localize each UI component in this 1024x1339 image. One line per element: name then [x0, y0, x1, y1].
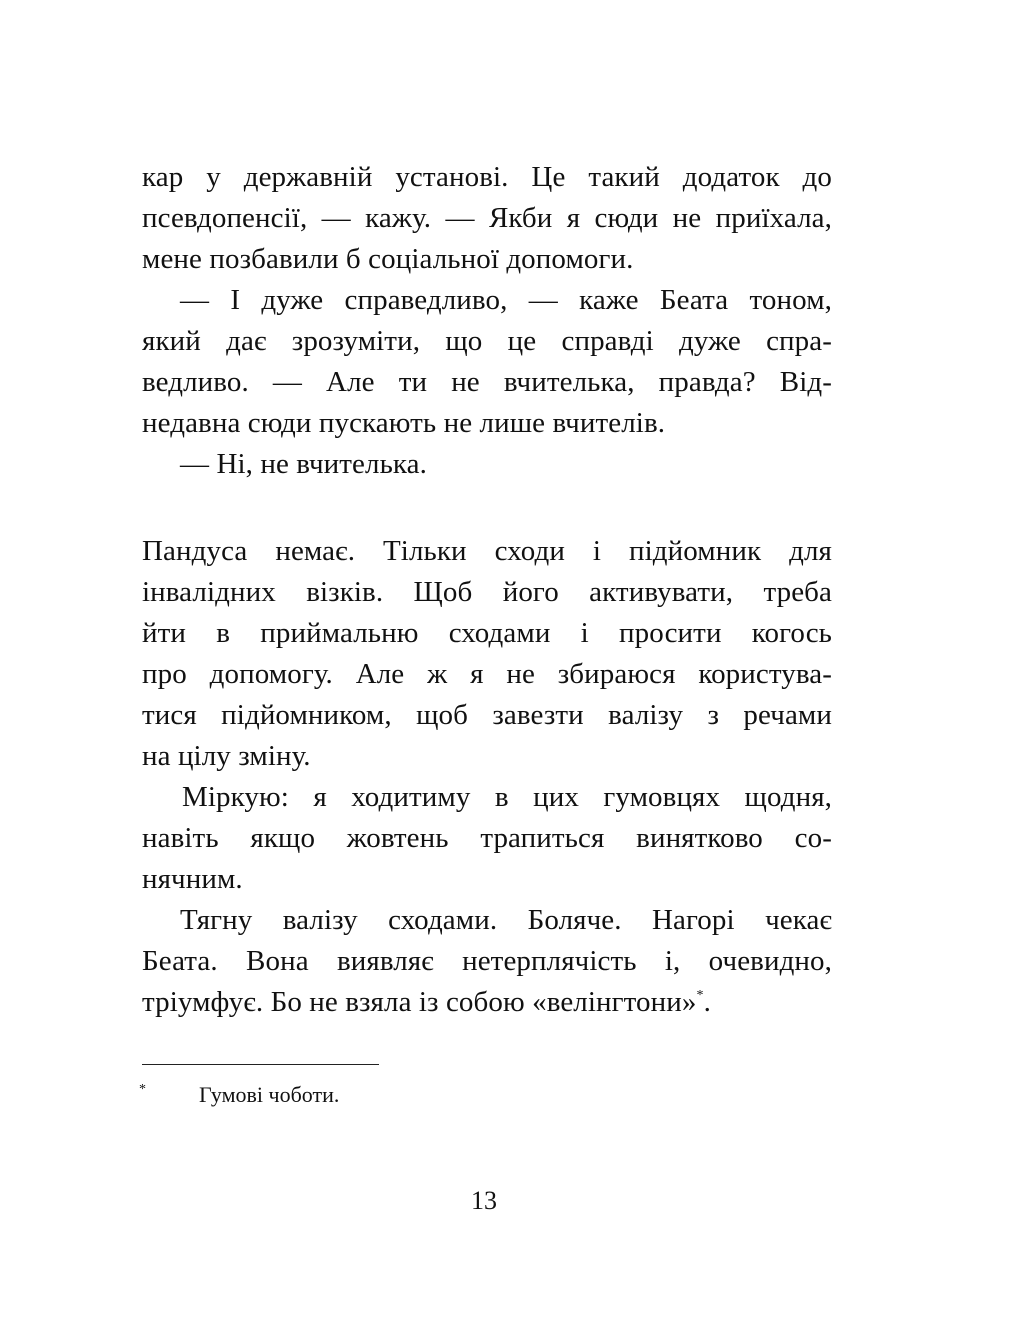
text-line: кар у державній установі. Це такий додаток до — [142, 161, 832, 193]
footnote-text: Гумові чоботи. — [199, 1082, 340, 1107]
text-line: який дає зрозуміти, що це справді дуже спра- — [142, 325, 832, 357]
footnote-reference[interactable]: * — [696, 988, 704, 1003]
text-line: тися підйомником, щоб завезти валізу з речами — [142, 699, 832, 731]
text-line: навіть якщо жовтень трапиться винятково со- — [142, 822, 832, 854]
text-line: тріумфує. Бо не взяла із собою «велінгтони» — [142, 986, 697, 1018]
text-line-last — [142, 982, 711, 1023]
text-line: Тягну валізу сходами. Боляче. Нагорі чекає — [180, 904, 832, 936]
text-line: — Ні, не вчителька. — [180, 448, 427, 480]
text-line: на цілу зміну. — [142, 740, 311, 772]
footnote-marker: * — [139, 1082, 146, 1097]
footnote-divider — [142, 1064, 379, 1065]
text-line: Міркую: я ходитиму в цих гумовцях щодня, — [182, 781, 832, 813]
text-line: — І дуже справедливо, — каже Беата тоном, — [180, 284, 832, 316]
text-line: мене позбавили б соціальної допомоги. — [142, 243, 634, 275]
text-line: нячним. — [142, 863, 243, 895]
text-line: псевдопенсії, — кажу. — Якби я сюди не приїхала, — [142, 202, 832, 234]
text-line: недавна сюди пускають не лише вчителів. — [142, 407, 666, 439]
text-line: Беата. Вона виявляє нетерплячість і, очевидно, — [142, 945, 832, 977]
page-number: 13 — [471, 1186, 497, 1215]
text-line: інвалідних візків. Щоб його активувати, треба — [142, 576, 832, 608]
sentence-period: . — [703, 986, 711, 1018]
text-line: ведливо. — Але ти не вчителька, правда? Від- — [142, 366, 832, 398]
text-line: йти в приймальню сходами і просити когось — [142, 617, 832, 649]
text-line: про допомогу. Але ж я не збираюся користува- — [142, 658, 832, 690]
text-line: Пандуса немає. Тільки сходи і підйомник для — [142, 535, 832, 567]
